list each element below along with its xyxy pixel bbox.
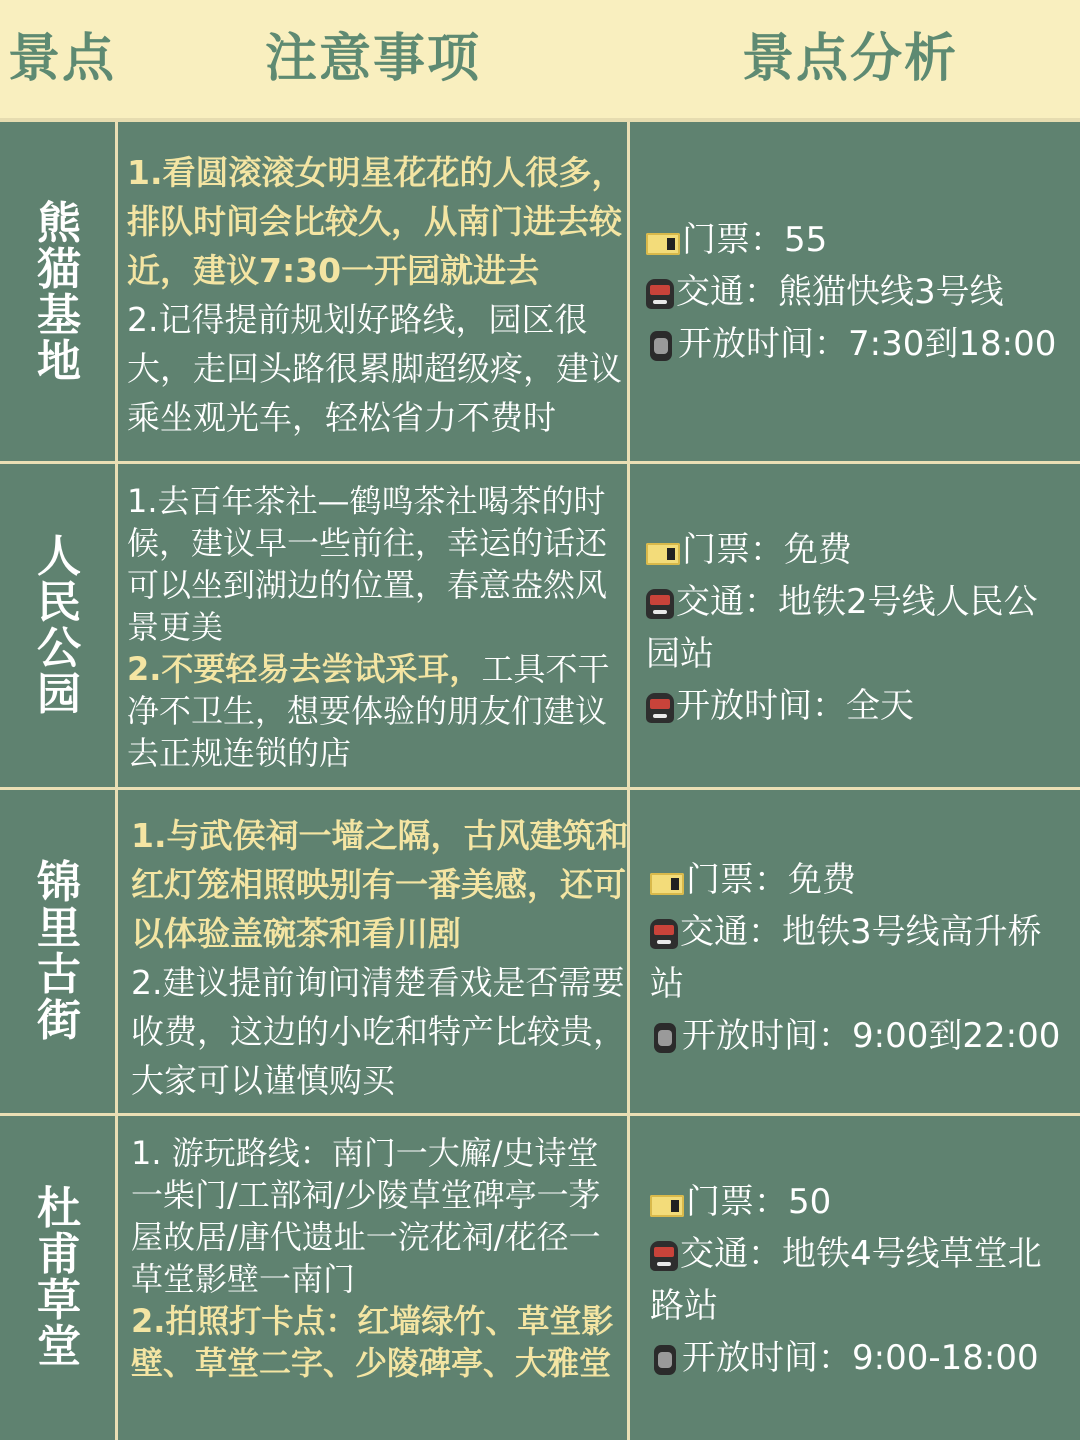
note-item: 2.拍照打卡点：红墙绿竹、草堂影壁、草堂二字、少陵碑亭、大雅堂 [131,1302,614,1382]
metro-icon [646,589,674,619]
notes-jinli-street [131,811,629,1105]
watch-icon [650,331,672,361]
metro-icon [646,693,674,723]
note-item: 1.与武侯祠一墙之隔，古风建筑和红灯笼相照映别有一番美感，还可以体验盖碗茶和看川剧 [131,816,629,953]
table-header [0,0,1080,122]
ticket-icon [650,873,684,895]
spot-name-jinli-street: 锦里古街 [37,856,81,1046]
column-divider [627,122,630,1440]
metro-icon [646,279,674,309]
note-item: 1.看圆滚滚女明星花花的人很多，排队时间会比较久，从南门进去较近，建议7:30一开园就进去 [127,153,625,290]
row-divider [0,1113,1080,1116]
notes-du-fu-cottage [131,1132,625,1384]
spot-name-panda-base: 熊猫基地 [37,197,81,387]
hours-info: 开放时间：9:00到22:00 [650,1010,1070,1062]
notes-peoples-park [127,480,625,774]
note-item: 2.不要轻易去尝试采耳，工具不干净不卫生，想要体验的朋友们建议去正规连锁的店 [127,650,610,772]
note-item: 2.记得提前规划好路线，园区很大，走回头路很累脚超级疼，建议乘坐观光车，轻松省力不费时 [127,300,622,437]
header-notes: 注意事项 [265,29,482,89]
ticket-info: 门票：55 [646,214,1066,266]
transport-info: 交通：地铁4号线草堂北路站 [650,1234,1042,1326]
note-item: 1.去百年茶社—鹤鸣茶社喝茶的时候，建议早一些前往，幸运的话还可以坐到湖边的位置，春意盎然风景更美 [127,482,608,646]
note-item: 2.建议提前询问清楚看戏是否需要收费，这边的小吃和特产比较贵，大家可以谨慎购买 [131,963,626,1100]
note-item: 1. 游玩路线：南门一大廨/史诗堂一柴门/工部祠/少陵草堂碑亭一茅屋故居/唐代遗址一浣花祠/花径一草堂影壁一南门 [131,1134,601,1298]
transport-info: 交通：地铁3号线高升桥站 [650,912,1042,1004]
header-analysis: 景点分析 [742,29,959,89]
ticket-icon [650,1195,684,1217]
hours-info: 开放时间：7:30到18:00 [646,318,1066,370]
info-peoples-park [646,524,1066,732]
hours-info: 开放时间：全天 [646,680,1066,732]
hours-info: 开放时间：9:00-18:00 [650,1332,1070,1384]
row-divider [0,787,1080,790]
ticket-icon [646,233,680,255]
ticket-icon [646,543,680,565]
header-spot: 景点 [8,29,117,89]
spot-name-du-fu-cottage: 杜甫草堂 [37,1183,81,1372]
ticket-info: 门票：50 [650,1176,1070,1228]
watch-icon [654,1345,676,1375]
info-du-fu-cottage [650,1176,1070,1384]
spot-name-peoples-park: 人民公园 [37,530,81,720]
ticket-info: 门票：免费 [650,854,1070,906]
watch-icon [654,1023,676,1053]
metro-icon [650,919,678,949]
notes-panda-base [127,148,625,442]
transport-info: 交通：地铁2号线人民公园站 [646,582,1038,674]
metro-icon [650,1241,678,1271]
transport-info: 交通：熊猫快线3号线 [646,266,1066,318]
ticket-info: 门票：免费 [646,524,1066,576]
row-divider [0,461,1080,464]
info-panda-base [646,214,1066,370]
info-jinli-street [650,854,1070,1062]
